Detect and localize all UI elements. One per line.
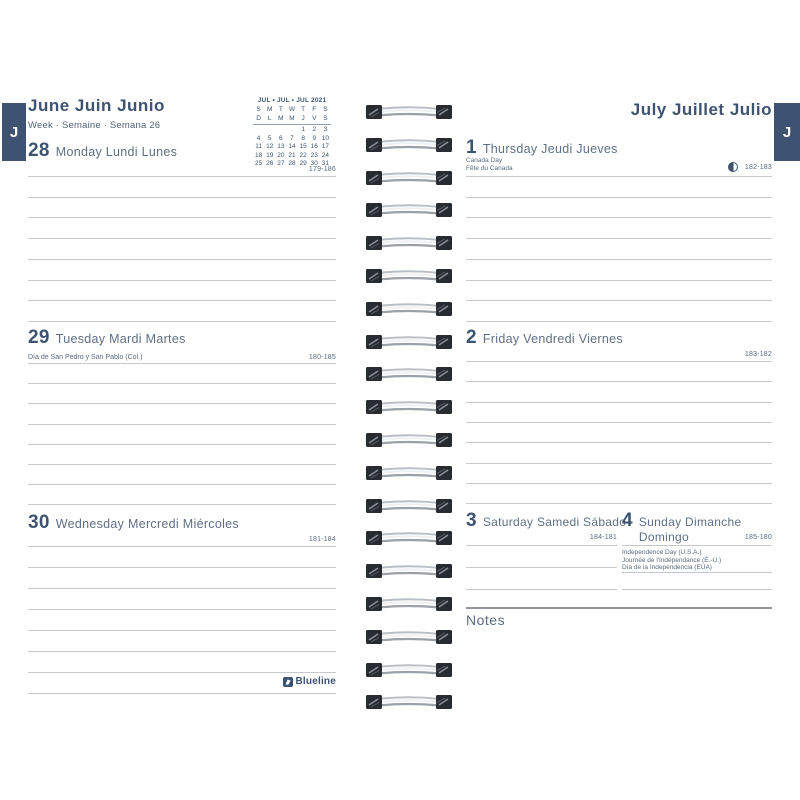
mini-calendar-cell: 17 — [321, 143, 330, 150]
ruled-line — [28, 176, 336, 177]
spiral-coil — [366, 103, 452, 121]
month-tab-right-letter: J — [782, 123, 792, 141]
mini-calendar-cell: D — [253, 115, 264, 126]
day-number: 2 — [466, 327, 477, 348]
mini-calendar-cell: 6 — [279, 134, 283, 142]
mini-calendar-cell: 16 — [310, 143, 318, 150]
page-ref: 182-183 — [744, 164, 772, 171]
ruled-line — [28, 504, 336, 505]
holiday-label: Independence Day (U.S.A.) — [622, 549, 702, 556]
day-names: Saturday Samedi Sábado — [482, 515, 627, 529]
blueline-logo-icon — [283, 677, 293, 687]
ruled-line — [28, 300, 336, 301]
ruled-line — [28, 484, 336, 485]
ruled-line — [28, 546, 336, 547]
saturday-column — [466, 0, 627, 800]
mini-calendar-cell: 7 — [290, 134, 294, 142]
ruled-line — [28, 651, 336, 652]
mini-calendar-cell — [275, 126, 286, 135]
holiday-label: Canada Day — [466, 157, 503, 164]
day-number: 28 — [28, 140, 50, 161]
ruled-line — [28, 588, 336, 589]
page-left — [28, 0, 336, 800]
spiral-coil — [366, 693, 452, 711]
page-ref: 184-181 — [589, 534, 617, 541]
mini-calendar-cell: 26 — [266, 160, 274, 167]
day-number: 1 — [466, 137, 477, 158]
ruled-line — [466, 589, 617, 590]
holiday-label: Día de San Pedro y San Pablo (Col.) — [28, 354, 143, 361]
mini-calendar-cell: W — [288, 106, 296, 113]
spiral-coil — [366, 661, 452, 679]
mini-calendar-cell: S — [256, 106, 261, 113]
day-header-29 — [28, 327, 186, 349]
spiral-coil — [366, 529, 452, 547]
ruled-line — [28, 280, 336, 281]
ruled-line — [28, 403, 336, 404]
spiral-coil — [366, 201, 452, 219]
day-names: Tuesday Mardi Martes — [55, 332, 186, 346]
mini-calendar-cell: V — [309, 115, 320, 126]
spiral-coil — [366, 464, 452, 482]
mini-calendar-cell: 20 — [277, 151, 285, 159]
ruled-line — [28, 567, 336, 568]
spiral-binding — [366, 103, 452, 723]
mini-calendar-cell: 15 — [299, 143, 307, 150]
spiral-coil — [366, 398, 452, 416]
ruled-line — [28, 672, 336, 673]
page-right — [466, 0, 772, 800]
month-tab-left-letter: J — [9, 123, 19, 141]
ruled-line — [28, 609, 336, 610]
day-header-4 — [622, 510, 744, 545]
mini-calendar-cell: 3 — [323, 126, 328, 133]
ruled-line — [622, 572, 772, 573]
day-names: Wednesday Mercredi Miércoles — [55, 517, 239, 531]
spiral-coil — [366, 234, 452, 252]
spiral-coil — [366, 595, 452, 613]
ruled-line — [28, 259, 336, 260]
ruled-line — [28, 693, 336, 694]
page-ref: 180-185 — [308, 354, 336, 361]
mini-calendar-cell: 24 — [321, 151, 330, 159]
mini-calendar-cell: F — [312, 106, 317, 113]
spiral-coil — [366, 365, 452, 383]
mini-calendar-cell: 30 — [310, 160, 318, 167]
mini-calendar-cell: 1 — [301, 126, 305, 133]
mini-calendar-cell: 4 — [256, 134, 261, 142]
holiday-label: Journée de l'Indépendance (É.-U.) — [622, 556, 722, 564]
ruled-line — [466, 567, 617, 568]
brand-logo — [283, 676, 337, 687]
ruled-line — [622, 545, 772, 546]
day-header-3 — [466, 510, 626, 532]
mini-calendar-cell: 25 — [254, 160, 263, 167]
spiral-coil — [366, 628, 452, 646]
mini-calendar-cell: 22 — [299, 151, 307, 159]
mini-calendar-cell — [253, 126, 264, 135]
ruled-line — [28, 197, 336, 198]
mini-calendar-cell: S — [323, 106, 328, 113]
mini-calendar-cell: J — [298, 115, 309, 126]
page-ref: 179-186 — [308, 166, 336, 173]
mini-calendar — [253, 97, 331, 169]
ruled-line — [28, 424, 336, 425]
holiday-label: Día de la Independencia (EUA) — [622, 564, 712, 571]
ruled-line — [28, 444, 336, 445]
ruled-line — [622, 589, 772, 590]
week-number-line: Week · Semaine · Semana 26 — [28, 120, 161, 131]
holiday-labels — [28, 354, 142, 362]
mini-calendar-cell: 11 — [255, 143, 262, 150]
right-month-title: July Juillet Julio — [630, 100, 772, 119]
ruled-line — [28, 217, 336, 218]
ruled-line — [28, 630, 336, 631]
mini-calendar-cell: 9 — [312, 134, 317, 142]
day-header-30 — [28, 512, 239, 534]
holiday-labels — [622, 549, 721, 572]
mini-calendar-cell: 13 — [277, 143, 285, 150]
mini-calendar-cell: T — [278, 106, 283, 113]
left-month-title: June Juin Junio — [28, 96, 165, 115]
day-header-28 — [28, 140, 177, 162]
spiral-coil — [366, 562, 452, 580]
ruled-line — [28, 321, 336, 322]
month-tab-left[interactable] — [2, 103, 26, 161]
mini-calendar-cell: 10 — [321, 134, 330, 142]
ruled-line — [28, 363, 336, 364]
month-tab-right[interactable] — [774, 103, 800, 161]
day-number: 4 — [622, 510, 633, 531]
mini-calendar-cell: 28 — [288, 160, 296, 167]
day-names: Friday Vendredi Viernes — [482, 332, 623, 346]
ruled-line — [28, 464, 336, 465]
mini-calendar-cell: L — [264, 115, 275, 126]
mini-calendar-cell: 31 — [321, 160, 330, 167]
mini-calendar-cell: 8 — [301, 134, 305, 142]
day-number: 29 — [28, 327, 50, 348]
day-names: Sunday Dimanche Domingo — [638, 515, 742, 544]
notes-separator — [466, 607, 772, 609]
mini-calendar-cell: 5 — [267, 134, 272, 142]
day-names: Thursday Jeudi Jueves — [482, 142, 618, 156]
mini-calendar-cell: 12 — [266, 143, 274, 150]
mini-calendar-title: JUL • JUL • JUL 2021 — [257, 97, 327, 104]
holiday-label: Fête du Canada — [466, 164, 513, 172]
mini-calendar-cell — [286, 126, 297, 135]
page-ref: 183-182 — [744, 351, 772, 358]
ruled-line — [466, 545, 617, 546]
page-ref: 185-180 — [744, 534, 772, 541]
spiral-coil — [366, 300, 452, 318]
mini-calendar-cell: 23 — [310, 151, 318, 159]
spiral-coil — [366, 333, 452, 351]
day-names: Monday Lundi Lunes — [55, 145, 178, 159]
ruled-line — [28, 383, 336, 384]
mini-calendar-cell: S — [320, 115, 331, 126]
mini-calendar-grid — [253, 106, 331, 169]
mini-calendar-cell: 29 — [299, 160, 307, 167]
spiral-coil — [366, 497, 452, 515]
mini-calendar-cell: 19 — [266, 151, 274, 159]
mini-calendar-cell: 14 — [288, 143, 296, 150]
spiral-coil — [366, 267, 452, 285]
mini-calendar-cell: 27 — [277, 160, 285, 167]
sunday-column — [622, 0, 772, 800]
mini-calendar-cell: M — [275, 115, 286, 126]
mini-calendar-cell: T — [301, 106, 306, 113]
mini-calendar-cell — [264, 126, 275, 135]
day-number: 3 — [466, 510, 477, 531]
mini-calendar-cell: 18 — [254, 151, 263, 159]
brand-name: Blueline — [295, 676, 336, 687]
mini-calendar-cell: 21 — [288, 151, 296, 159]
mini-calendar-cell: 2 — [312, 126, 317, 133]
mini-calendar-cell: M — [286, 115, 297, 126]
spiral-coil — [366, 169, 452, 187]
spiral-coil — [366, 136, 452, 154]
ruled-line — [28, 238, 336, 239]
mini-calendar-cell: M — [267, 106, 273, 113]
spiral-coil — [366, 431, 452, 449]
notes-label: Notes — [466, 612, 506, 628]
day-number: 30 — [28, 512, 50, 533]
page-ref: 181-184 — [308, 536, 336, 543]
